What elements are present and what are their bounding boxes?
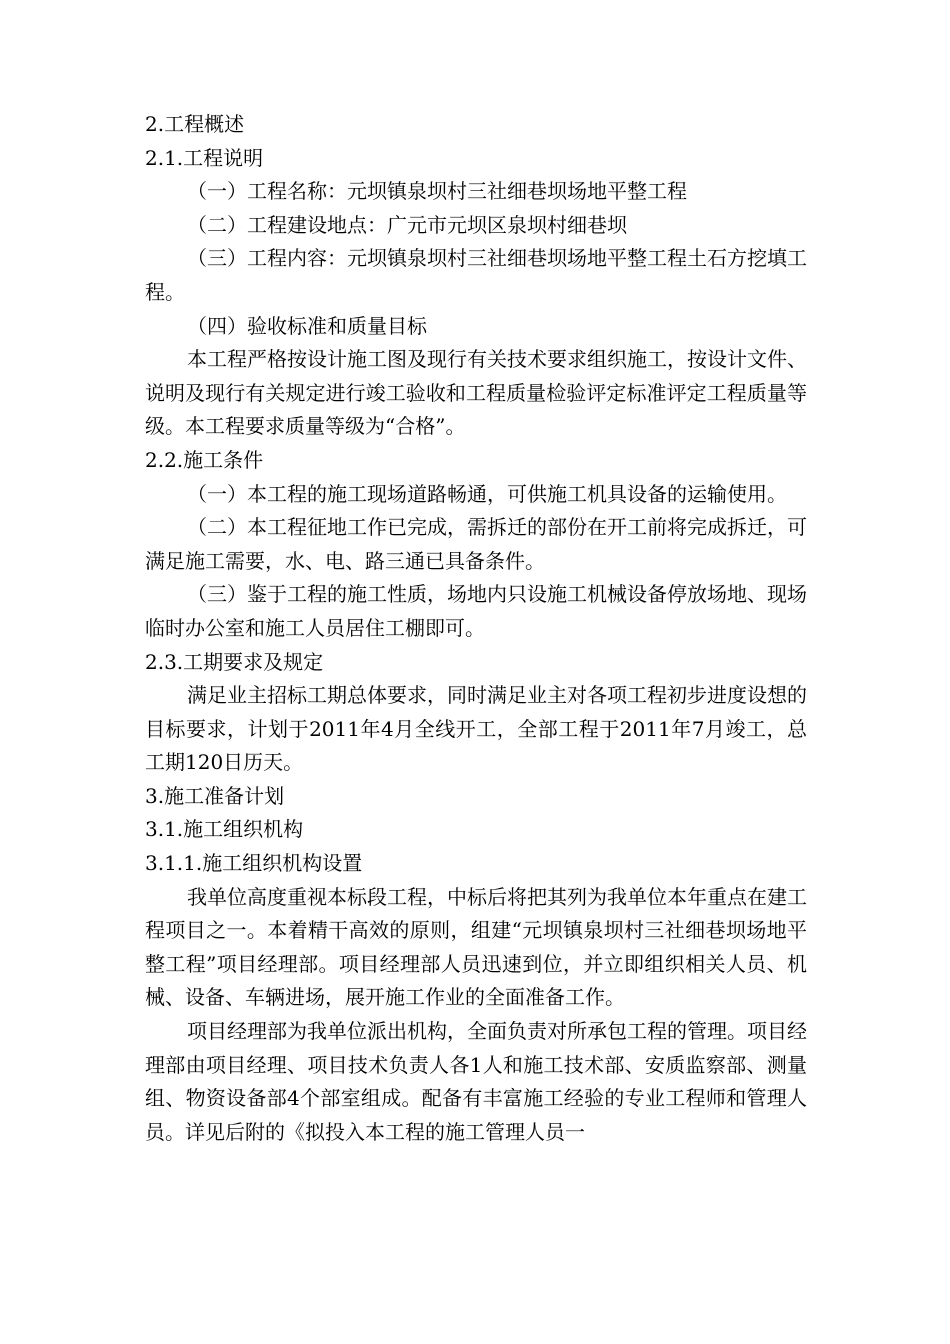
heading-2-2: 2.2.施工条件 (145, 447, 264, 472)
project-content-item: （三）工程内容：元坝镇泉坝村三社细巷坝场地平整工程土石方挖填工程。 (145, 246, 807, 304)
condition-item-1: （一）本工程的施工现场道路畅通，可供施工机具设备的运输使用。 (187, 481, 787, 506)
management-paragraph: 项目经理部为我单位派出机构，全面负责对所承包工程的管理。项目经理部由项目经理、项目技术负责人各1人和施工技术部、安质监察部、测量组、物资设备部4个部室组成。配备有丰富施工经验的专业工程师和管理人员。详见后附的《拟投入本工程的施工管理人员一 (145, 1019, 807, 1144)
project-name-item: （一）工程名称：元坝镇泉坝村三社细巷坝场地平整工程 (187, 179, 687, 204)
condition-item-3: （三）鉴于工程的施工性质，场地内只设施工机械设备停放场地、现场临时办公室和施工人员居住工棚即可。 (145, 582, 807, 640)
quality-paragraph: 本工程严格按设计施工图及现行有关技术要求组织施工，按设计文件、说明及现行有关规定进行竣工验收和工程质量检验评定标准评定工程质量等级。本工程要求质量等级为“合格”。 (145, 347, 807, 439)
document-body (145, 108, 807, 1149)
heading-3-1-1: 3.1.1.施工组织机构设置 (145, 851, 363, 876)
condition-item-2: （二）本工程征地工作已完成，需拆迁的部份在开工前将完成拆迁，可满足施工需要，水、电、路三通已具备条件。 (145, 515, 807, 573)
organization-paragraph: 我单位高度重视本标段工程，中标后将把其列为我单位本年重点在建工程项目之一。本着精干高效的原则，组建“元坝镇泉坝村三社细巷坝场地平整工程”项目经理部。项目经理部人员迅速到位，并立即组织相关人员、机械、设备、车辆进场，展开施工作业的全面准备工作。 (145, 884, 807, 1010)
heading-2: 2.工程概述 (145, 112, 245, 136)
project-location-item: （二）工程建设地点：广元市元坝区泉坝村细巷坝 (187, 212, 627, 237)
schedule-paragraph: 满足业主招标工期总体要求，同时满足业主对各项工程初步进度设想的目标要求，计划于2011年4月全线开工，全部工程于2011年7月竣工，总工期120日历天。 (145, 683, 807, 775)
acceptance-standard-item: （四）验收标准和质量目标 (187, 313, 427, 338)
heading-2-1: 2.1.工程说明 (145, 145, 264, 170)
heading-3: 3.施工准备计划 (145, 783, 285, 808)
heading-2-3: 2.3.工期要求及规定 (145, 649, 324, 674)
heading-3-1: 3.1.施工组织机构 (145, 817, 304, 842)
